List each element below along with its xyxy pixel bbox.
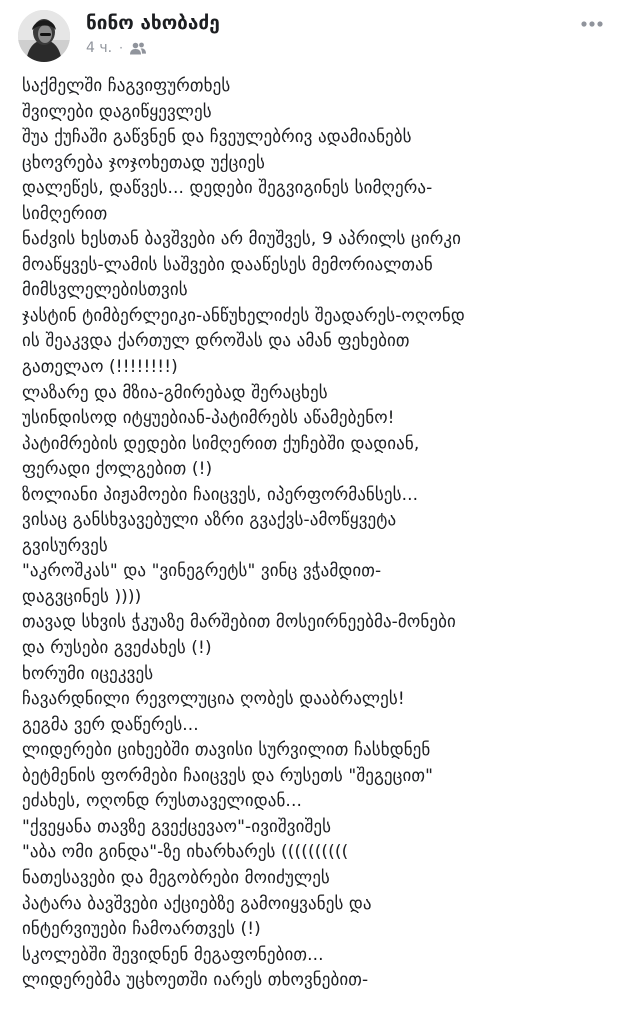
post-text-line: დაგვცინეს )))): [22, 586, 142, 607]
post-text-line: ეძახეს, ოღონდ რუსთაველიდან...: [22, 791, 302, 812]
post-text-line: ჩავარდნილი რევოლუცია ღობეს დააბრალეს!: [22, 689, 405, 710]
post-text-line: უსინდისოდ იტყუებიან-პატიმრებს აწამებენო!: [22, 408, 395, 429]
post-text-line: ლიდერებმა უცხოეთში იარეს თხოვნებით-: [22, 970, 369, 991]
author-name[interactable]: ნინო ახობაძე: [86, 12, 220, 34]
post-text-line: ნათესავები და მეგობრები მოიძულეს: [22, 867, 330, 888]
post-text-line: ინტერვიუები ჩამოართვეს (!): [22, 919, 261, 940]
post-text-line: "ქვეყანა თავზე გვექცევაო"-ივიშვიშეს: [22, 816, 332, 837]
avatar[interactable]: [18, 10, 70, 62]
post-text-line: ბეტმენის ფორმები ჩაიცვეს და რუსეთს "შეგეცით": [22, 765, 434, 786]
post-text-line: ფერადი ქოლგებით (!): [22, 459, 213, 480]
post-timestamp[interactable]: 4 ч.: [86, 40, 113, 56]
post-text-line: ხორუმი იცეკვეს: [22, 663, 154, 684]
post-text-line: ჯასტინ ტიმბერლეიკი-ანწუხელიძეს შეადარეს-ოღონდ: [22, 305, 465, 326]
post-text-line: და რუსები გვეძახეს (!): [22, 638, 212, 659]
post-text-line: საქმელში ჩაგვიფურთხეს: [22, 76, 231, 96]
post-text-line: პატიმრების დედები სიმღერით ქუჩებში დადიან,: [22, 433, 420, 454]
post-text: [22, 74, 612, 994]
post-text-line: ცხოვრება ჯოჯოხეთად უქციეს: [22, 152, 266, 173]
post-text-line: "აკროშკას" და "ვინეგრეტს" ვინც ვჭამდით-: [22, 561, 382, 582]
post-text-line: ვისაც განსხვავებული აზრი გვაქვს-ამოწყვეტა: [22, 510, 397, 531]
post-text-line: გვისურვეს: [22, 535, 108, 556]
post-text-line: ლიდერები ციხეებში თავისი სურვილით ჩასხდნენ: [22, 740, 431, 761]
more-horizontal-icon: [581, 21, 603, 27]
post-text-line: ლაზარე და მზია-გმირებად შერაცხეს: [22, 382, 328, 403]
post-text-line: გეგმა ვერ დაწერეს...: [22, 714, 199, 735]
post-text-line: შვილები დაგიწყევლეს: [22, 101, 212, 122]
friends-icon[interactable]: [130, 42, 146, 55]
post-text-line: მოაწყვეს-ლამის საშვები დააწესეს მემორიალთან: [22, 254, 433, 275]
post-text-line: სკოლებში შევიდნენ მეგაფონებით...: [22, 944, 324, 965]
post-text-line: მიმსვლელებისთვის: [22, 280, 188, 301]
more-options-button[interactable]: [579, 14, 605, 34]
post-text-line: ნაძვის ხესთან ბავშვები არ მიუშვეს, 9 აპრილს ცირკი: [22, 229, 461, 250]
profile-photo: [18, 10, 70, 62]
post-text-line: ზოლიანი პიჟამოები ჩაიცვეს, იპერფორმანსეს...: [22, 484, 419, 505]
post-text-line: პატარა ბავშვები აქციებზე გამოიყვანეს და: [22, 893, 372, 914]
post-text-line: თავად სხვის ჭკუაზე მარშებით მოსეირნეებმა-მონები: [22, 612, 456, 633]
post-text-line: ის შეაკვდა ქართულ დროშას და ამან ფეხებით: [22, 331, 410, 352]
post-meta: [86, 40, 146, 56]
post-text-line: "აბა ომი გინდა"-ზე იხარხარეს ((((((((((: [22, 842, 349, 863]
post-text-line: სიმღერით: [22, 203, 108, 224]
post-text-line: გათელაო (!!!!!!!!): [22, 357, 178, 378]
post-text-line: დალეწეს, დაწვეს... დედები შეგვიგინეს სიმღერა-: [22, 178, 433, 199]
post-text-line: შუა ქუჩაში გაწვნენ და ჩვეულებრივ ადამიანებს: [22, 127, 412, 148]
meta-separator: ·: [119, 41, 123, 55]
